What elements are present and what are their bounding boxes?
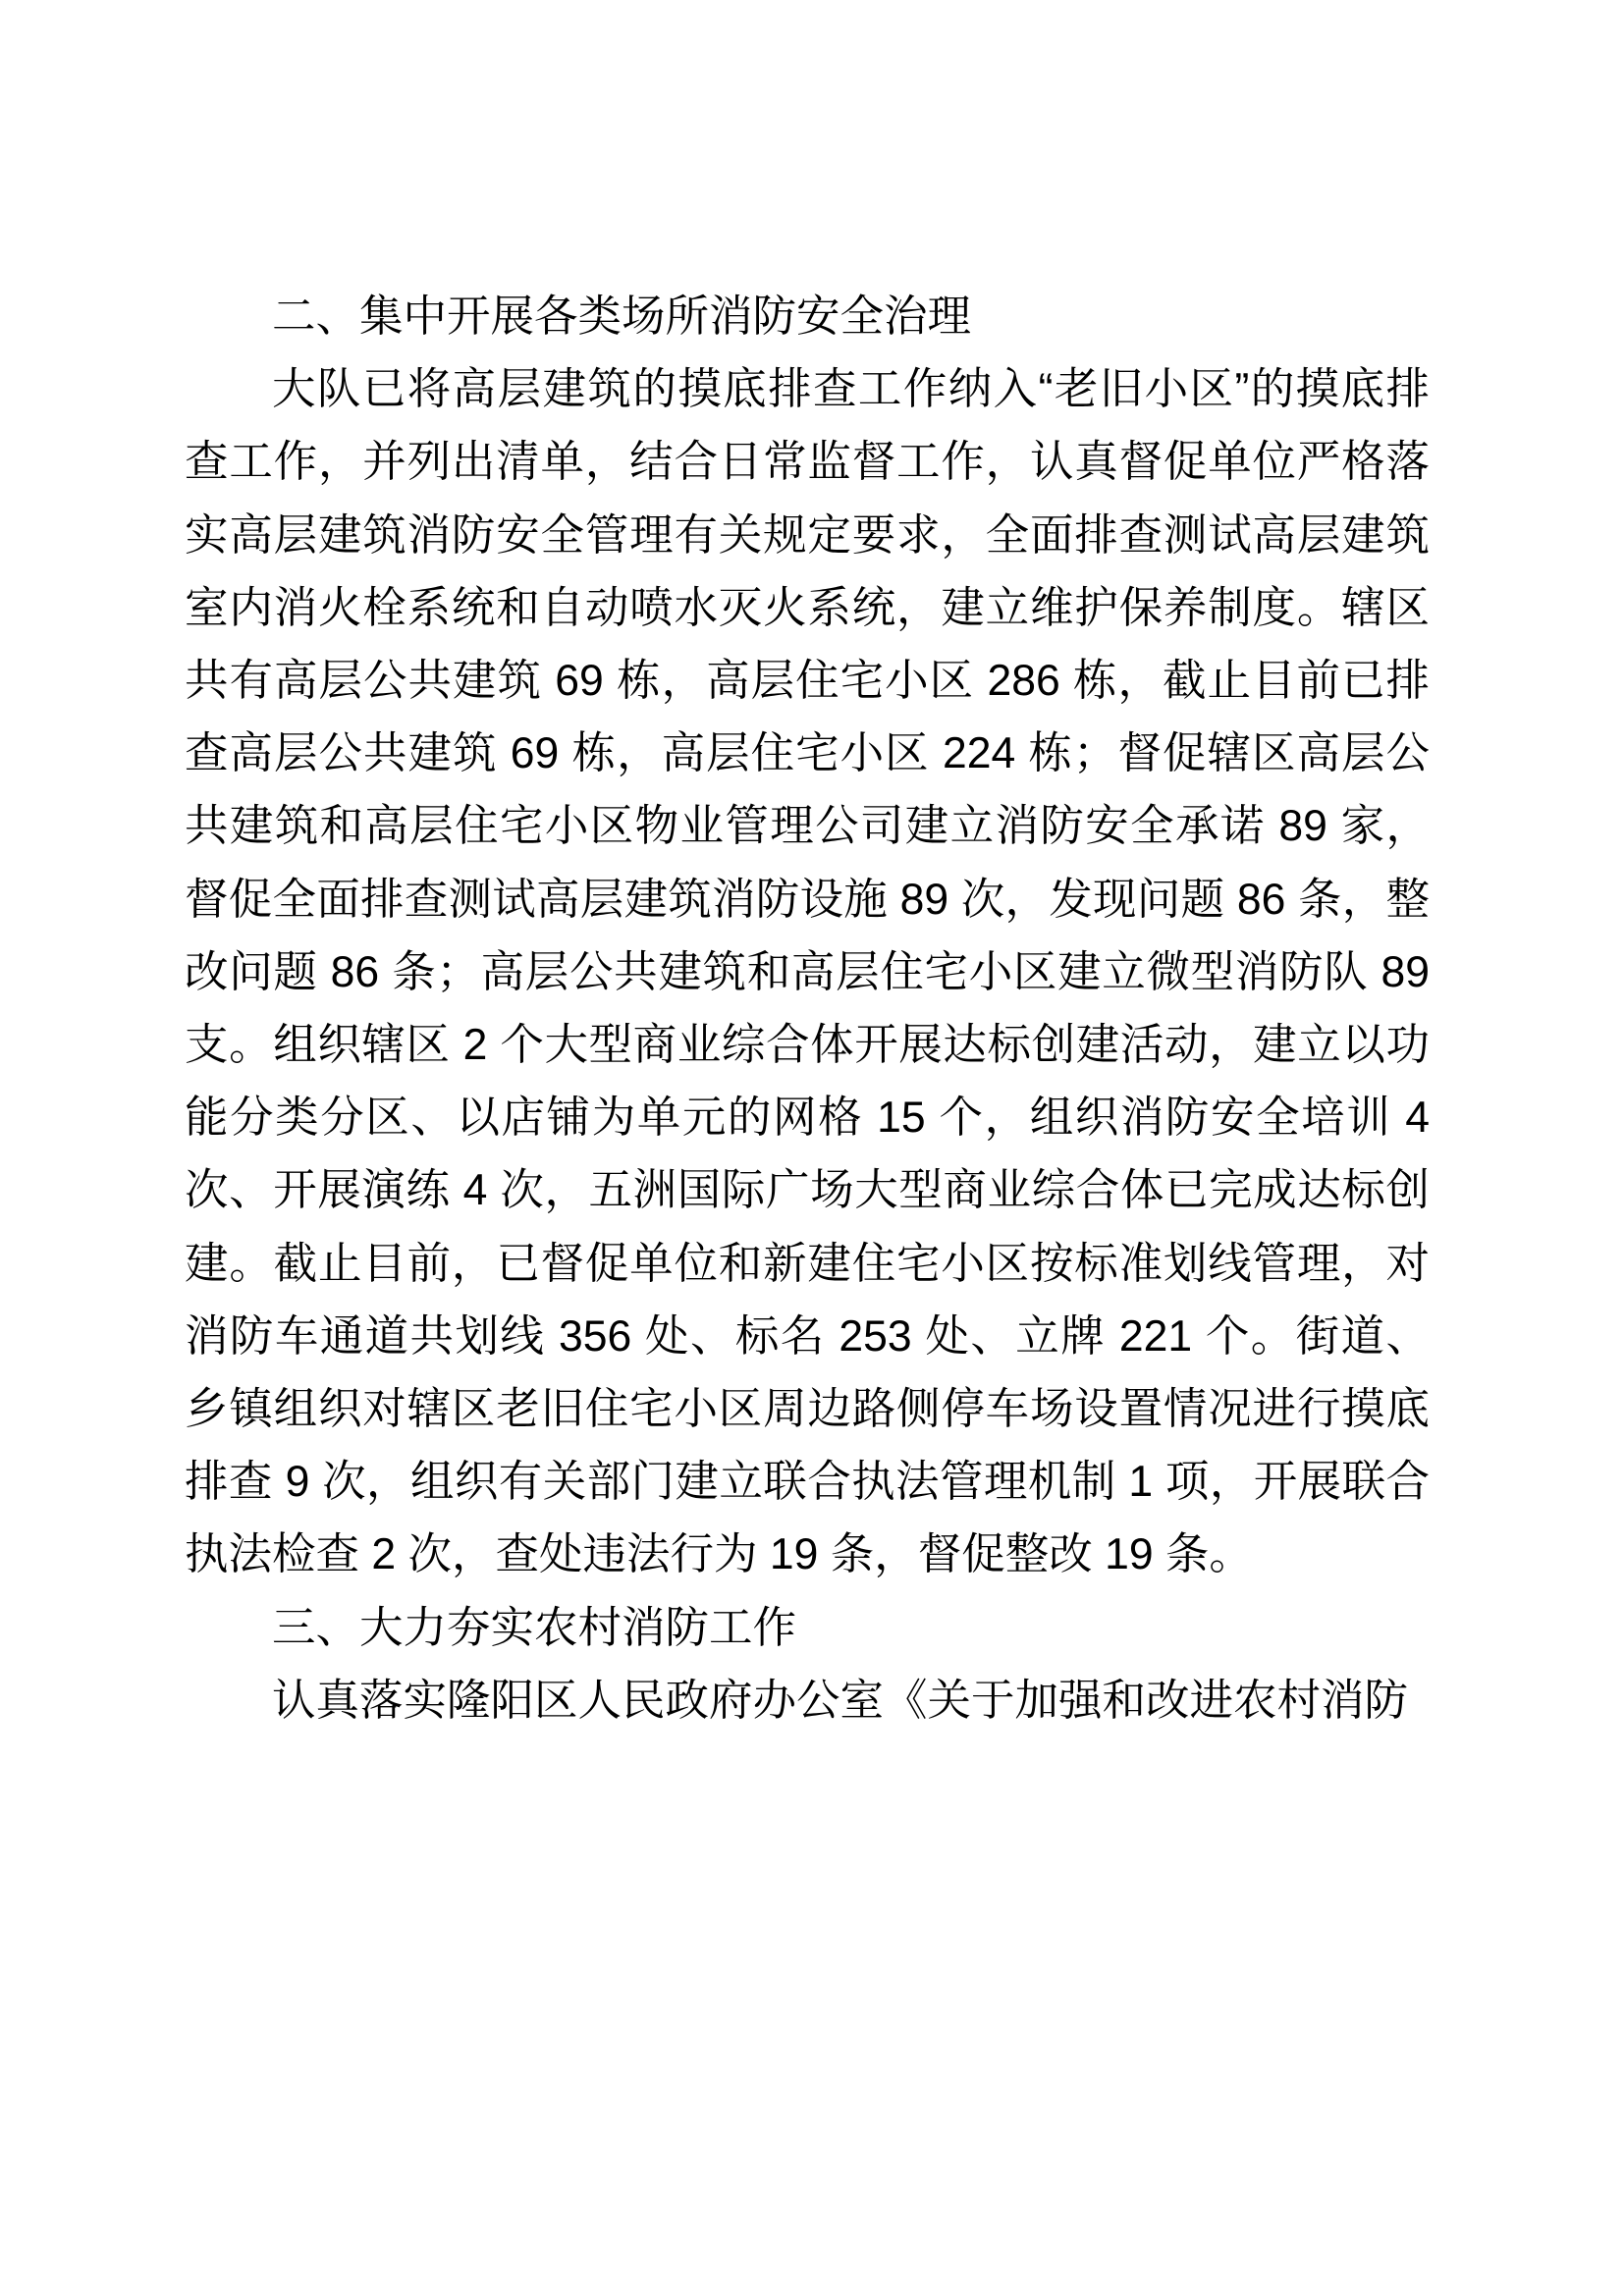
section-heading-two: 二、集中开展各类场所消防安全治理: [272, 293, 972, 341]
section-three-paragraph: 认真落实隆阳区人民政府办公室《关于加强和改进农村消防: [272, 1676, 1409, 1725]
section-two-paragraph: 大队已将高层建筑的摸底排查工作纳入“老旧小区”的摸底排查工作，并列出清单，结合日常监督工作，认真督促单位严格落实高层建筑消防安全管理有关规定要求，全面排查测试高层建筑室内消火栓系统和自动喷水灭火系统，建立维护保养制度。辖区共有高层公共建筑 69 栋，高层住宅小区 286 栋，截止目前已排查高层公共建筑 69 栋，高层住宅小区 224 栋；督促辖区高层公共建筑和高层住宅小区物业管理公司建立消防安全承诺 89 家，督促全面排查测试高层建筑消防设施 89 次，发现问题 86 条，整改问题 86 条；高层公共建筑和高层住宅小区建立微型消防队 89 支。组织辖区 2 个大型商业综合体开展达标创建活动，建立以功能分类分区、以店铺为单元的网格 15 个，组织消防安全培训 4 次、开展演练 4 次，五洲国际广场大型商业综合体已完成达标创建。截止目前，已督促单位和新建住宅小区按标准划线管理，对消防车通道共划线 356 处、标名 253 处、立牌 221 个。街道、乡镇组织对辖区老旧住宅小区周边路侧停车场设置情况进行摸底排查 9 次，组织有关部门建立联合执法管理机制 1 项，开展联合执法检查 2 次，查处违法行为 19 条，督促整改 19 条。: [185, 365, 1430, 1579]
section-heading-three: 三、大力夯实农村消防工作: [272, 1603, 797, 1652]
document-body: [185, 281, 1430, 1737]
